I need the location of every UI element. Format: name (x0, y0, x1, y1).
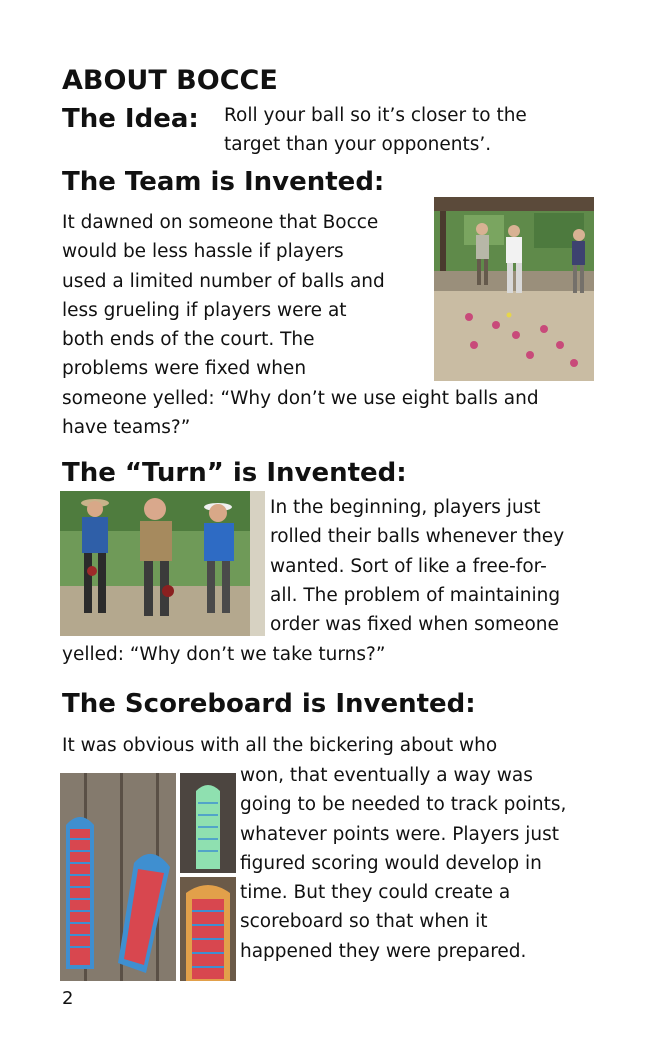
idea-line: target than your opponents’. (224, 134, 492, 156)
turn-line: order was fixed when someone (270, 614, 559, 636)
scoreboard-text-wrapped (240, 761, 566, 966)
turn-text-wrapped (270, 493, 564, 639)
scoreboard-heading: The Scoreboard is Invented: (62, 689, 476, 719)
scoreboard-line: It was obvious with all the bickering about who (62, 735, 498, 756)
team-line: have teams?” (62, 417, 191, 439)
scoreboard-line: happened they were prepared. (240, 940, 527, 962)
team-photo (434, 197, 594, 381)
idea-text (224, 101, 527, 160)
scoreboard-board (180, 773, 236, 873)
scoreboard-line: time. But they could create a (240, 882, 511, 904)
team-line: both ends of the court. The (62, 329, 315, 351)
turn-line: yelled: “Why don’t we take turns?” (62, 644, 386, 665)
turn-heading: The “Turn” is Invented: (62, 458, 407, 488)
idea-line: Roll your ball so it’s closer to the (224, 105, 527, 126)
scoreboard-photo (60, 773, 236, 981)
page-title: ABOUT BOCCE (62, 65, 278, 96)
scoreboard-board (66, 817, 94, 969)
scoreboard-line: won, that eventually a way was (240, 765, 533, 786)
turn-line: wanted. Sort of like a free-for- (270, 555, 547, 577)
scoreboard-line: going to be needed to track points, (240, 794, 567, 816)
idea-heading: The Idea: (62, 104, 199, 134)
scoreboard-line: whatever points were. Players just (240, 823, 560, 845)
turn-photo (60, 491, 265, 636)
team-line: used a limited number of balls and (62, 270, 385, 292)
team-line: problems were fixed when (62, 358, 307, 380)
turn-line: all. The problem of maintaining (270, 584, 561, 606)
scoreboard-line: figured scoring would develop in (240, 852, 542, 874)
team-line: would be less hassle if players (62, 241, 344, 263)
team-heading: The Team is Invented: (62, 167, 385, 197)
page-number: 2 (62, 988, 74, 1009)
turn-line: In the beginning, players just (270, 497, 541, 518)
turn-line: rolled their balls whenever they (270, 526, 565, 548)
pallino (507, 313, 512, 318)
team-line: less grueling if players were at (62, 299, 347, 321)
scoreboard-board (180, 877, 236, 981)
scoreboard-line: scoreboard so that when it (240, 911, 488, 933)
team-line: someone yelled: “Why don’t we use eight balls and (62, 387, 539, 409)
team-line: It dawned on someone that Bocce (62, 212, 379, 233)
